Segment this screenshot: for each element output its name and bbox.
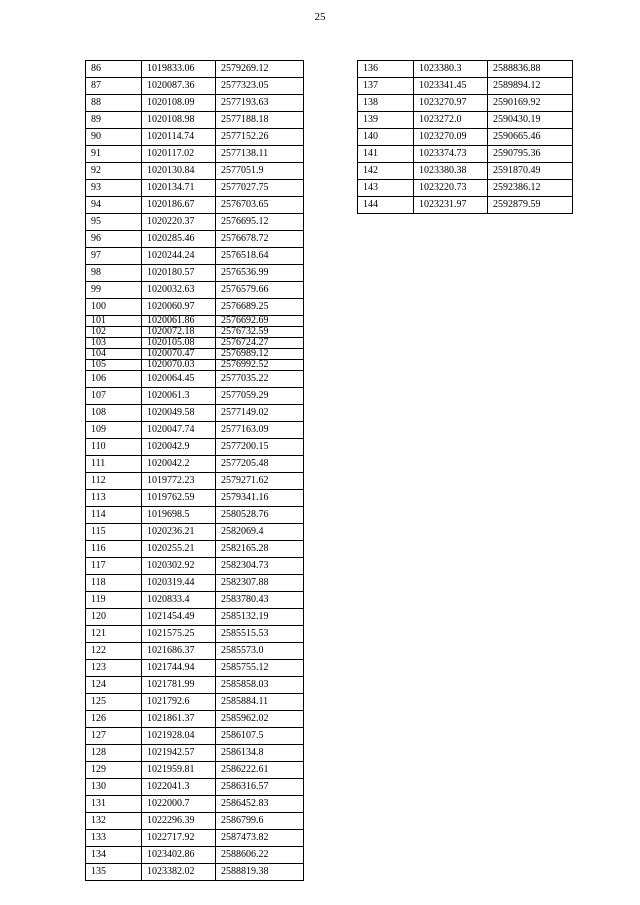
y-coordinate-cell: 2576692.69 bbox=[216, 316, 304, 327]
x-coordinate-cell: 1020255.21 bbox=[142, 541, 216, 558]
x-coordinate-cell: 1019833.06 bbox=[142, 61, 216, 78]
y-coordinate-cell: 2577027.75 bbox=[216, 180, 304, 197]
table-row bbox=[358, 146, 573, 163]
table-row bbox=[86, 231, 304, 248]
point-number-cell: 123 bbox=[86, 660, 142, 677]
y-coordinate-cell: 2585884.11 bbox=[216, 694, 304, 711]
y-coordinate-cell: 2586452.83 bbox=[216, 796, 304, 813]
point-number-cell: 140 bbox=[358, 129, 414, 146]
table-row bbox=[86, 112, 304, 129]
point-number-cell: 115 bbox=[86, 524, 142, 541]
y-coordinate-cell: 2580528.76 bbox=[216, 507, 304, 524]
x-coordinate-cell: 1020833.4 bbox=[142, 592, 216, 609]
point-number-cell: 126 bbox=[86, 711, 142, 728]
point-number-cell: 102 bbox=[86, 327, 142, 338]
point-number-cell: 130 bbox=[86, 779, 142, 796]
y-coordinate-cell: 2576518.64 bbox=[216, 248, 304, 265]
x-coordinate-cell: 1021454.49 bbox=[142, 609, 216, 626]
table-row bbox=[86, 558, 304, 575]
point-number-cell: 89 bbox=[86, 112, 142, 129]
x-coordinate-cell: 1023341.45 bbox=[414, 78, 488, 95]
x-coordinate-cell: 1020130.84 bbox=[142, 163, 216, 180]
y-coordinate-cell: 2582307.88 bbox=[216, 575, 304, 592]
x-coordinate-cell: 1021942.57 bbox=[142, 745, 216, 762]
y-coordinate-cell: 2592879.59 bbox=[488, 197, 573, 214]
x-coordinate-cell: 1020042.9 bbox=[142, 439, 216, 456]
table-row bbox=[86, 830, 304, 847]
x-coordinate-cell: 1021928.04 bbox=[142, 728, 216, 745]
x-coordinate-cell: 1022296.39 bbox=[142, 813, 216, 830]
point-number-cell: 98 bbox=[86, 265, 142, 282]
x-coordinate-cell: 1022000.7 bbox=[142, 796, 216, 813]
x-coordinate-cell: 1021861.37 bbox=[142, 711, 216, 728]
table-row bbox=[86, 694, 304, 711]
x-coordinate-cell: 1020070.03 bbox=[142, 360, 216, 371]
coordinates-table-left bbox=[85, 60, 304, 881]
y-coordinate-cell: 2577193.63 bbox=[216, 95, 304, 112]
y-coordinate-cell: 2577323.05 bbox=[216, 78, 304, 95]
y-coordinate-cell: 2576992.52 bbox=[216, 360, 304, 371]
point-number-cell: 111 bbox=[86, 456, 142, 473]
point-number-cell: 132 bbox=[86, 813, 142, 830]
point-number-cell: 144 bbox=[358, 197, 414, 214]
y-coordinate-cell: 2576678.72 bbox=[216, 231, 304, 248]
point-number-cell: 121 bbox=[86, 626, 142, 643]
x-coordinate-cell: 1020108.98 bbox=[142, 112, 216, 129]
y-coordinate-cell: 2577138.11 bbox=[216, 146, 304, 163]
point-number-cell: 103 bbox=[86, 338, 142, 349]
y-coordinate-cell: 2592386.12 bbox=[488, 180, 573, 197]
x-coordinate-cell: 1023374.73 bbox=[414, 146, 488, 163]
y-coordinate-cell: 2586316.57 bbox=[216, 779, 304, 796]
point-number-cell: 86 bbox=[86, 61, 142, 78]
x-coordinate-cell: 1023272.0 bbox=[414, 112, 488, 129]
y-coordinate-cell: 2576579.66 bbox=[216, 282, 304, 299]
point-number-cell: 135 bbox=[86, 864, 142, 881]
y-coordinate-cell: 2582304.73 bbox=[216, 558, 304, 575]
table-row bbox=[86, 643, 304, 660]
y-coordinate-cell: 2585132.19 bbox=[216, 609, 304, 626]
table-row bbox=[86, 507, 304, 524]
table-row bbox=[86, 349, 304, 360]
table-row bbox=[86, 677, 304, 694]
x-coordinate-cell: 1019762.59 bbox=[142, 490, 216, 507]
point-number-cell: 118 bbox=[86, 575, 142, 592]
point-number-cell: 122 bbox=[86, 643, 142, 660]
table-row bbox=[86, 163, 304, 180]
table-row bbox=[86, 541, 304, 558]
x-coordinate-cell: 1020042.2 bbox=[142, 456, 216, 473]
y-coordinate-cell: 2588606.22 bbox=[216, 847, 304, 864]
x-coordinate-cell: 1020061.86 bbox=[142, 316, 216, 327]
point-number-cell: 95 bbox=[86, 214, 142, 231]
point-number-cell: 119 bbox=[86, 592, 142, 609]
x-coordinate-cell: 1020114.74 bbox=[142, 129, 216, 146]
y-coordinate-cell: 2576536.99 bbox=[216, 265, 304, 282]
x-coordinate-cell: 1021781.99 bbox=[142, 677, 216, 694]
point-number-cell: 143 bbox=[358, 180, 414, 197]
point-number-cell: 136 bbox=[358, 61, 414, 78]
point-number-cell: 99 bbox=[86, 282, 142, 299]
y-coordinate-cell: 2590795.36 bbox=[488, 146, 573, 163]
table-row bbox=[86, 524, 304, 541]
x-coordinate-cell: 1021959.81 bbox=[142, 762, 216, 779]
x-coordinate-cell: 1020186.67 bbox=[142, 197, 216, 214]
table-row bbox=[86, 592, 304, 609]
x-coordinate-cell: 1021744.94 bbox=[142, 660, 216, 677]
x-coordinate-cell: 1023382.02 bbox=[142, 864, 216, 881]
y-coordinate-cell: 2582165.28 bbox=[216, 541, 304, 558]
point-number-cell: 137 bbox=[358, 78, 414, 95]
point-number-cell: 133 bbox=[86, 830, 142, 847]
x-coordinate-cell: 1020236.21 bbox=[142, 524, 216, 541]
y-coordinate-cell: 2577152.26 bbox=[216, 129, 304, 146]
point-number-cell: 105 bbox=[86, 360, 142, 371]
point-number-cell: 92 bbox=[86, 163, 142, 180]
table-row bbox=[86, 473, 304, 490]
table-row bbox=[86, 248, 304, 265]
table-row bbox=[358, 180, 573, 197]
y-coordinate-cell: 2586799.6 bbox=[216, 813, 304, 830]
point-number-cell: 134 bbox=[86, 847, 142, 864]
y-coordinate-cell: 2576695.12 bbox=[216, 214, 304, 231]
y-coordinate-cell: 2585858.03 bbox=[216, 677, 304, 694]
y-coordinate-cell: 2590169.92 bbox=[488, 95, 573, 112]
x-coordinate-cell: 1022041.3 bbox=[142, 779, 216, 796]
point-number-cell: 93 bbox=[86, 180, 142, 197]
point-number-cell: 97 bbox=[86, 248, 142, 265]
x-coordinate-cell: 1020105.08 bbox=[142, 338, 216, 349]
y-coordinate-cell: 2577035.22 bbox=[216, 371, 304, 388]
table-row bbox=[86, 609, 304, 626]
table-row bbox=[86, 327, 304, 338]
y-coordinate-cell: 2590665.46 bbox=[488, 129, 573, 146]
point-number-cell: 87 bbox=[86, 78, 142, 95]
x-coordinate-cell: 1020220.37 bbox=[142, 214, 216, 231]
table-row bbox=[86, 146, 304, 163]
x-coordinate-cell: 1020302.92 bbox=[142, 558, 216, 575]
table-row bbox=[86, 779, 304, 796]
y-coordinate-cell: 2589894.12 bbox=[488, 78, 573, 95]
page-number: 25 bbox=[314, 11, 326, 23]
table-row bbox=[86, 490, 304, 507]
y-coordinate-cell: 2579341.16 bbox=[216, 490, 304, 507]
y-coordinate-cell: 2576689.25 bbox=[216, 299, 304, 316]
point-number-cell: 96 bbox=[86, 231, 142, 248]
table-row bbox=[358, 129, 573, 146]
x-coordinate-cell: 1020117.02 bbox=[142, 146, 216, 163]
table-row bbox=[86, 575, 304, 592]
x-coordinate-cell: 1023380.38 bbox=[414, 163, 488, 180]
point-number-cell: 91 bbox=[86, 146, 142, 163]
table-row bbox=[86, 813, 304, 830]
x-coordinate-cell: 1020047.74 bbox=[142, 422, 216, 439]
table-row bbox=[358, 61, 573, 78]
x-coordinate-cell: 1020032.63 bbox=[142, 282, 216, 299]
point-number-cell: 101 bbox=[86, 316, 142, 327]
table-row bbox=[86, 265, 304, 282]
x-coordinate-cell: 1020061.3 bbox=[142, 388, 216, 405]
point-number-cell: 88 bbox=[86, 95, 142, 112]
table-row bbox=[86, 456, 304, 473]
y-coordinate-cell: 2577200.15 bbox=[216, 439, 304, 456]
x-coordinate-cell: 1023402.86 bbox=[142, 847, 216, 864]
point-number-cell: 109 bbox=[86, 422, 142, 439]
table-row bbox=[86, 626, 304, 643]
y-coordinate-cell: 2577163.09 bbox=[216, 422, 304, 439]
point-number-cell: 112 bbox=[86, 473, 142, 490]
point-number-cell: 117 bbox=[86, 558, 142, 575]
y-coordinate-cell: 2586222.61 bbox=[216, 762, 304, 779]
table-row bbox=[358, 95, 573, 112]
point-number-cell: 138 bbox=[358, 95, 414, 112]
table-row bbox=[86, 660, 304, 677]
table-row bbox=[86, 864, 304, 881]
x-coordinate-cell: 1020087.36 bbox=[142, 78, 216, 95]
x-coordinate-cell: 1020108.09 bbox=[142, 95, 216, 112]
point-number-cell: 113 bbox=[86, 490, 142, 507]
table-row bbox=[86, 61, 304, 78]
y-coordinate-cell: 2588819.38 bbox=[216, 864, 304, 881]
x-coordinate-cell: 1020134.71 bbox=[142, 180, 216, 197]
table-row bbox=[86, 316, 304, 327]
point-number-cell: 124 bbox=[86, 677, 142, 694]
y-coordinate-cell: 2585962.02 bbox=[216, 711, 304, 728]
table-row bbox=[86, 214, 304, 231]
point-number-cell: 94 bbox=[86, 197, 142, 214]
x-coordinate-cell: 1020285.46 bbox=[142, 231, 216, 248]
table-row bbox=[86, 439, 304, 456]
table-row bbox=[86, 371, 304, 388]
x-coordinate-cell: 1020072.18 bbox=[142, 327, 216, 338]
table-row bbox=[86, 847, 304, 864]
point-number-cell: 106 bbox=[86, 371, 142, 388]
x-coordinate-cell: 1023380.3 bbox=[414, 61, 488, 78]
table-row bbox=[86, 728, 304, 745]
y-coordinate-cell: 2591870.49 bbox=[488, 163, 573, 180]
table-row bbox=[86, 299, 304, 316]
table-row bbox=[358, 163, 573, 180]
point-number-cell: 142 bbox=[358, 163, 414, 180]
point-number-cell: 90 bbox=[86, 129, 142, 146]
table-row bbox=[86, 388, 304, 405]
x-coordinate-cell: 1020180.57 bbox=[142, 265, 216, 282]
point-number-cell: 100 bbox=[86, 299, 142, 316]
y-coordinate-cell: 2590430.19 bbox=[488, 112, 573, 129]
y-coordinate-cell: 2577149.02 bbox=[216, 405, 304, 422]
table-row bbox=[86, 796, 304, 813]
y-coordinate-cell: 2583780.43 bbox=[216, 592, 304, 609]
y-coordinate-cell: 2577051.9 bbox=[216, 163, 304, 180]
x-coordinate-cell: 1021792.6 bbox=[142, 694, 216, 711]
table-row bbox=[86, 338, 304, 349]
y-coordinate-cell: 2586134.8 bbox=[216, 745, 304, 762]
y-coordinate-cell: 2588836.88 bbox=[488, 61, 573, 78]
point-number-cell: 114 bbox=[86, 507, 142, 524]
x-coordinate-cell: 1020060.97 bbox=[142, 299, 216, 316]
point-number-cell: 129 bbox=[86, 762, 142, 779]
table-row bbox=[86, 745, 304, 762]
y-coordinate-cell: 2587473.82 bbox=[216, 830, 304, 847]
point-number-cell: 128 bbox=[86, 745, 142, 762]
table-row bbox=[86, 762, 304, 779]
y-coordinate-cell: 2585515.53 bbox=[216, 626, 304, 643]
y-coordinate-cell: 2585573.0 bbox=[216, 643, 304, 660]
y-coordinate-cell: 2576724.27 bbox=[216, 338, 304, 349]
point-number-cell: 107 bbox=[86, 388, 142, 405]
x-coordinate-cell: 1019772.23 bbox=[142, 473, 216, 490]
x-coordinate-cell: 1023231.97 bbox=[414, 197, 488, 214]
y-coordinate-cell: 2579269.12 bbox=[216, 61, 304, 78]
table-row bbox=[86, 180, 304, 197]
x-coordinate-cell: 1020049.58 bbox=[142, 405, 216, 422]
point-number-cell: 131 bbox=[86, 796, 142, 813]
table-row bbox=[86, 422, 304, 439]
y-coordinate-cell: 2585755.12 bbox=[216, 660, 304, 677]
table-row bbox=[86, 129, 304, 146]
x-coordinate-cell: 1020244.24 bbox=[142, 248, 216, 265]
y-coordinate-cell: 2577188.18 bbox=[216, 112, 304, 129]
x-coordinate-cell: 1021686.37 bbox=[142, 643, 216, 660]
point-number-cell: 108 bbox=[86, 405, 142, 422]
table-row bbox=[86, 197, 304, 214]
x-coordinate-cell: 1023270.09 bbox=[414, 129, 488, 146]
point-number-cell: 104 bbox=[86, 349, 142, 360]
x-coordinate-cell: 1021575.25 bbox=[142, 626, 216, 643]
point-number-cell: 127 bbox=[86, 728, 142, 745]
x-coordinate-cell: 1023220.73 bbox=[414, 180, 488, 197]
table-row bbox=[358, 197, 573, 214]
table-row bbox=[358, 78, 573, 95]
point-number-cell: 110 bbox=[86, 439, 142, 456]
y-coordinate-cell: 2586107.5 bbox=[216, 728, 304, 745]
table-row bbox=[86, 95, 304, 112]
point-number-cell: 139 bbox=[358, 112, 414, 129]
table-row bbox=[86, 78, 304, 95]
y-coordinate-cell: 2576703.65 bbox=[216, 197, 304, 214]
point-number-cell: 116 bbox=[86, 541, 142, 558]
y-coordinate-cell: 2576732.59 bbox=[216, 327, 304, 338]
y-coordinate-cell: 2579271.62 bbox=[216, 473, 304, 490]
table-row bbox=[86, 711, 304, 728]
coordinates-table-right bbox=[357, 60, 573, 214]
y-coordinate-cell: 2577205.48 bbox=[216, 456, 304, 473]
y-coordinate-cell: 2577059.29 bbox=[216, 388, 304, 405]
point-number-cell: 141 bbox=[358, 146, 414, 163]
x-coordinate-cell: 1020070.47 bbox=[142, 349, 216, 360]
x-coordinate-cell: 1022717.92 bbox=[142, 830, 216, 847]
table-row bbox=[86, 282, 304, 299]
point-number-cell: 120 bbox=[86, 609, 142, 626]
table-row bbox=[86, 405, 304, 422]
y-coordinate-cell: 2582069.4 bbox=[216, 524, 304, 541]
table-row bbox=[358, 112, 573, 129]
y-coordinate-cell: 2576989.12 bbox=[216, 349, 304, 360]
x-coordinate-cell: 1020064.45 bbox=[142, 371, 216, 388]
x-coordinate-cell: 1019698.5 bbox=[142, 507, 216, 524]
x-coordinate-cell: 1023270.97 bbox=[414, 95, 488, 112]
point-number-cell: 125 bbox=[86, 694, 142, 711]
x-coordinate-cell: 1020319.44 bbox=[142, 575, 216, 592]
table-row bbox=[86, 360, 304, 371]
